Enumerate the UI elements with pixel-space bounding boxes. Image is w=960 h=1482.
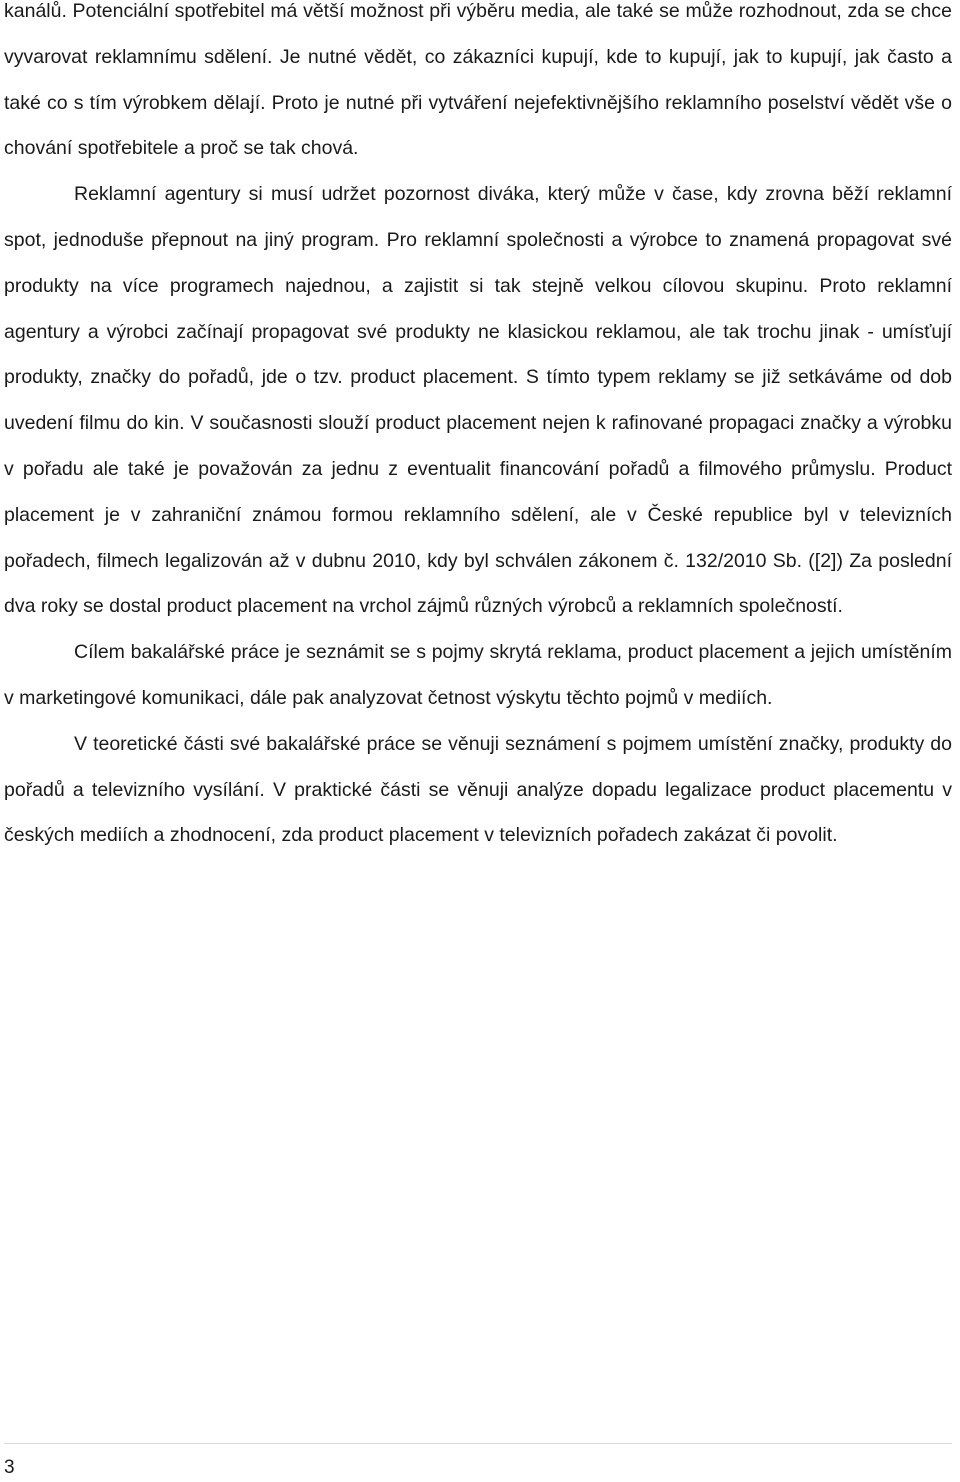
paragraph-intro: kanálů. Potenciální spotřebitel má větší možnost při výběru media, ale také se může rozhodnout, zda se chce vyvarovat reklamnímu sdělení. Je nutné vědět, co zákazníci kupují, kde to kupují, jak to kupují, jak často a také co s tím výrobkem dělají. Proto je nutné při vytváření nejefektivnějšího reklamního poselství vědět vše o chování spotřebitele a proč se tak chová. (4, 0, 952, 160)
paragraph-aim: Cílem bakalářské práce je seznámit se s pojmy skrytá reklama, product placement a jejich umístěním v marketingové komunikaci, dále pak analyzovat četnost výskytu těchto pojmů v mediích. (4, 641, 952, 709)
paragraph-agencies: Reklamní agentury si musí udržet pozornost diváka, který může v čase, kdy zrovna běží reklamní spot, jednoduše přepnout na jiný program. Pro reklamní společnosti a výrobce to znamená propagovat své produkty na více programech najednou, a zajistit si tak stejně velkou cílovou skupinu. Proto reklamní agentury a výrobci začínají propagovat své produkty ne klasickou reklamou, ale tak trochu jinak - umísťují produkty, značky do pořadů, jde o tzv. product placement. S tímto typem reklamy se již setkáváme od dob uvedení filmu do kin. V současnosti slouží product placement nejen k rafinované propagaci značky a výrobku v pořadu ale také je považován za jednu z eventualit financování pořadů a filmového průmyslu. Product placement je v zahraniční známou formou reklamního sdělení, ale v České republice byl v televizních pořadech, filmech legalizován až v dubnu 2010, kdy byl schválen zákonem č. 132/2010 Sb. ([2]) Za poslední dva roky se dostal product placement na vrchol zájmů různých výrobců a reklamních společností. (4, 183, 952, 618)
document-page (4, 0, 952, 859)
page-number: 3 (4, 1457, 15, 1478)
paragraph-structure: V teoretické části své bakalářské práce se věnuji seznámení s pojmem umístění značky, produkty do pořadů a televizního vysílání. V praktické části se věnuji analýze dopadu legalizace product placementu v českých mediích a zhodnocení, zda product placement v televizních pořadech zakázat či povolit. (4, 732, 952, 847)
footer-divider (4, 1443, 952, 1444)
